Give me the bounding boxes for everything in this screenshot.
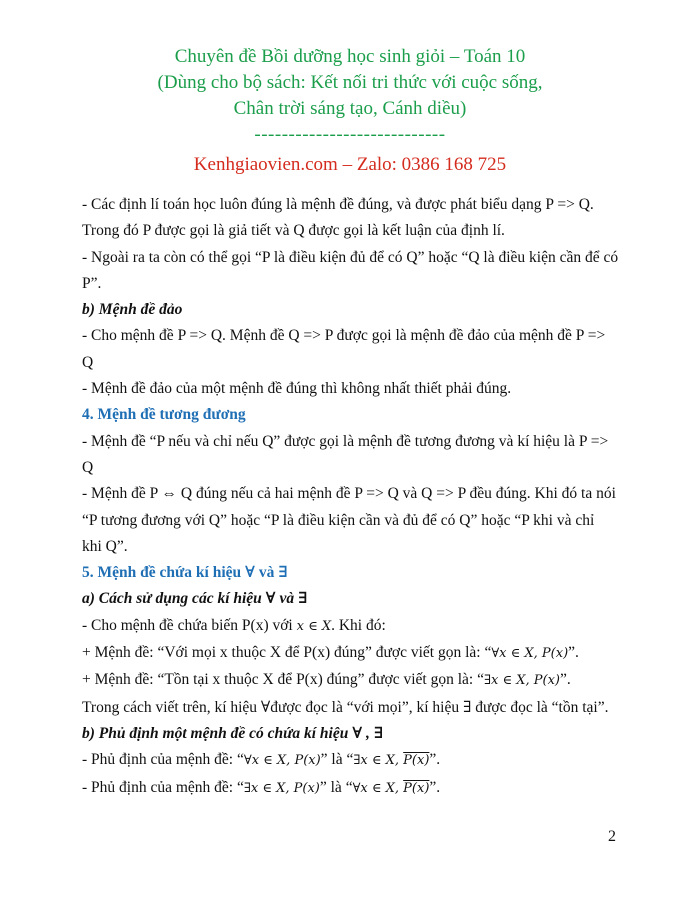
text-segment: - Phủ định của mệnh đề: “ xyxy=(82,778,244,796)
document-body xyxy=(82,192,622,802)
text-segment: ”. xyxy=(429,778,441,796)
paragraph xyxy=(82,775,622,802)
paragraph xyxy=(82,747,622,774)
math-negated-expression: P(x) xyxy=(403,780,430,796)
text-segment: + Mệnh đề: “Với mọi x thuộc X để P(x) đúng” được viết gọn là: “ xyxy=(82,644,492,662)
text-segment: - Cho mệnh đề chứa biến P(x) với xyxy=(82,616,297,634)
math-expression: ∃x ∈ X, P(x) xyxy=(483,673,560,689)
text-segment: ” là “ xyxy=(319,778,353,796)
subheading-converse: b) Mệnh đề đảo xyxy=(82,301,183,319)
paragraph: - Mệnh đề “P nếu và chỉ nếu Q” được gọi là mệnh đề tương đương và kí hiệu là P => xyxy=(82,432,609,450)
header-title: Chuyên đề Bồi dưỡng học sinh giỏi – Toán 10 xyxy=(174,46,526,67)
paragraph: Trong đó P được gọi là giả tiết và Q được gọi là kết luận của định lí. xyxy=(82,222,505,240)
text-segment: . Khi đó: xyxy=(331,616,386,634)
math-expression: ∃x ∈ X, xyxy=(353,753,404,769)
header-site-link[interactable]: Kenhgiaovien.com – Zalo: 0386 168 725 xyxy=(193,154,507,175)
math-negated-expression: P(x) xyxy=(403,753,430,769)
subheading-negation: b) Phủ định một mệnh đề có chứa kí hiệu ∀ , ∃ xyxy=(82,724,384,742)
paragraph: khi Q”. xyxy=(82,537,128,555)
paragraph: P”. xyxy=(82,274,102,292)
paragraph: - Mệnh đề P ⇔ Q đúng nếu cả hai mệnh đề P => Q và Q => P đều đúng. Khi đó ta nói xyxy=(82,485,616,503)
text-segment: ” là “ xyxy=(320,751,354,769)
math-expression: ∃x ∈ X, P(x) xyxy=(243,780,320,796)
header-subtitle-2: Chân trời sáng tạo, Cánh diều) xyxy=(233,98,467,119)
math-expression: ∀x ∈ X, P(x) xyxy=(491,646,569,662)
paragraph: Q xyxy=(82,458,94,476)
paragraph: “P tương đương với Q” hoặc “P là điều kiện cần và đủ để có Q” hoặc “P khi và chỉ xyxy=(82,511,595,529)
section-heading-quantifiers: 5. Mệnh đề chứa kí hiệu ∀ và ∃ xyxy=(82,564,288,582)
paragraph: Q xyxy=(82,353,94,371)
text-segment: + Mệnh đề: “Tồn tại x thuộc X để P(x) đúng” được viết gọn là: “ xyxy=(82,671,484,689)
paragraph xyxy=(82,640,622,667)
paragraph: - Cho mệnh đề P => Q. Mệnh đề Q => P được gọi là mệnh đề đảo của mệnh đề P => xyxy=(82,327,606,345)
document-header xyxy=(0,44,700,178)
paragraph: - Mệnh đề đảo của một mệnh đề đúng thì không nhất thiết phải đúng. xyxy=(82,380,512,398)
paragraph: Trong cách viết trên, kí hiệu ∀được đọc là “với mọi”, kí hiệu ∃ được đọc là “tồn tại”. xyxy=(82,698,609,716)
text-segment: - Phủ định của mệnh đề: “ xyxy=(82,751,244,769)
math-expression: ∀x ∈ X, xyxy=(352,780,404,796)
header-separator: ---------------------------- xyxy=(254,124,446,145)
math-expression: x ∈ X xyxy=(296,618,332,634)
section-heading-equivalence: 4. Mệnh đề tương đương xyxy=(82,406,246,424)
text-segment: ”. xyxy=(560,671,571,689)
paragraph xyxy=(82,667,622,694)
text-segment: ”. xyxy=(429,751,441,769)
text-segment: ”. xyxy=(568,644,579,662)
header-subtitle-1: (Dùng cho bộ sách: Kết nối tri thức với cuộc sống, xyxy=(157,72,543,93)
math-expression: ∀x ∈ X, P(x) xyxy=(243,753,321,769)
paragraph: - Ngoài ra ta còn có thể gọi “P là điều kiện đủ để có Q” hoặc “Q là điều kiện cần để có xyxy=(82,248,619,266)
subheading-quantifier-usage: a) Cách sử dụng các kí hiệu ∀ và ∃ xyxy=(82,590,308,608)
paragraph: - Các định lí toán học luôn đúng là mệnh đề đúng, và được phát biểu dạng P => Q. xyxy=(82,196,594,213)
page-number: 2 xyxy=(608,828,616,845)
paragraph xyxy=(82,613,622,640)
